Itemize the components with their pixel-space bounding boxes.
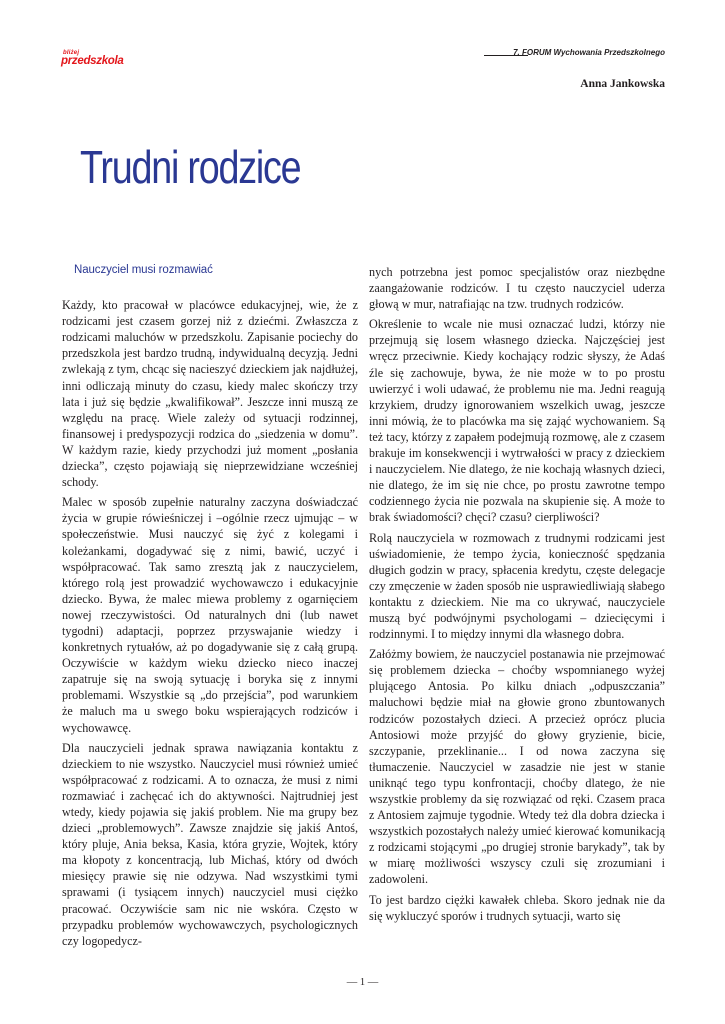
publication-logo <box>61 50 124 68</box>
paragraph: Rolą nauczyciela w rozmowach z trudnymi rodzicami jest uświadomienie, że tempo życia, konieczność spędzania długich godzin w pracy, spłacenia kredytu, częste delegacje czy zmęczenie w żaden sposób nie usprawiedliwiają słabego kontaktu z dzieckiem. Nie ma co ukrywać, nauczyciele muszą być podwójnymi psychologami – dziecięcymi i rodzinnymi. I to między innymi dla własnego dobra. <box>369 530 665 642</box>
paragraph: To jest bardzo ciężki kawałek chleba. Skoro jednak nie da się wykluczyć sporów i trudnych sytuacji, warto się <box>369 892 665 923</box>
paragraph: nych potrzebna jest pomoc specjalistów oraz niezbędne zaangażowanie rodziców. I tu często nauczyciel uderza głową w mur, natrafiając na tzw. trudnych rodziców. <box>369 265 665 312</box>
forum-header: 7. FORUM Wychowania Przedszkolnego <box>513 48 665 57</box>
left-column <box>62 262 358 953</box>
logo-small-text: bliżej <box>63 50 80 56</box>
article-title: Trudni rodzice <box>80 141 301 193</box>
page-number: — 1 — <box>346 977 379 988</box>
paragraph: Dla nauczycieli jednak sprawa nawiązania kontaktu z dzieckiem to nie wszystko. Nauczyciel musi również umieć współpracować z rodzicami. A to oznacza, że musi z nimi rozmawiać i zachęcać ich do aktywności. Najtrudniej jest wtedy, kiedy pojawia się jakiś problem. Nie ma grupy bez dzieci „problemowych”. Zawsze znajdzie się jakiś Antoś, który pluje, Ania beksa, Kasia, która gryzie, Wojtek, który ma kłopoty z koncentracją, lub Michaś, który od dwóch miesięcy prawie się nie odzywa. Nad wszystkimi tymi sprawami (i tysiącem innych) nauczyciel musi ciężko pracować. Oczywiście sam nic nie wskóra. Często w przypadku problemów wychowawczych, psychologicznych czy logopedycz- <box>62 740 358 948</box>
paragraph: Każdy, kto pracował w placówce edukacyjnej, wie, że z rodzicami jest czasem gorzej niż z dziećmi. Zwłaszcza z rodzicami maluchów w przedszkolu. Zapisanie pociechy do przedszkola jest bardzo trudną, indywidualną decyzją. Jedni zwlekają z tym, chcąc się nacieszyć dzieckiem jak najdłużej, inni odliczają minuty do czasu, kiedy malec skończy trzy lata i już się będzie „kwalifikował”. Jeszcze inni muszą ze względu na pracę. Wiele zależy od sytuacji rodzinnej, finansowej i predyspozycji rodzica do „siedzenia w domu”. W każdym razie, kiedy przychodzi już moment „posłania dziecka”, często pojawiają się nieprzewidziane wcześniej schody. <box>62 298 358 490</box>
right-column <box>369 264 665 928</box>
paragraph: Malec w sposób zupełnie naturalny zaczyna doświadczać życia w grupie rówieśniczej i –ogólnie rzecz ujmując – w społeczeństwie. Musi nauczyć się żyć z kolegami i koleżankami, dogadywać się z nimi, bawić, uczyć i współpracować. Tak samo zresztą jak z nauczycielem, którego rolą jest prowadzić wychowawczo i edukacyjnie dziecko. Bywa, że malec miewa problemy z ogarnięciem nowej rzeczywistości. Od naturalnych dni (lub nawet tygodni) adaptacji, poprzez przyswajanie wiedzy i konkretnych rytuałów, aż po dogadywanie się z całą grupą. Oczywiście w każdym wieku dziecko nieco inaczej zapatruje się na swoją sytuację i boryka się z innymi problemami. Wszystkie są „do przejścia”, pod warunkiem że maluch ma u swego boku wspierających rodziców i wychowawcę. <box>62 495 358 735</box>
paragraph: Załóżmy bowiem, że nauczyciel postanawia nie przejmować się problemem dziecka – choćby wspomnianego wyżej plującego Antosia. Po kilku dniach „odpuszczania” maluchowi będzie miał na głowie grono zbuntowanych rodziców pozostałych dzieci. A przecież oprócz plucia Antosiowi może przyjść do głowy gryzienie, bicie, szczypanie, przeklinanie... I od nowa zaczyna się tłumaczenie. Nauczyciel w zasadzie nie jest w stanie uniknąć tego typu konfrontacji, choćby dlatego, że nie wszystkie problemy da się rozwiązać od ręki. Czasem praca z Antosiem zajmuje tygodnie. Wtedy też dla dobra dziecka i wszystkich pozostałych należy umieć kierować komunikacją z rodzicami stojącymi „po drugiej stronie barykady”, tak by w miarę możliwości wszyscy czuli się zrozumiani i zadowoleni. <box>369 647 665 887</box>
author-name: Anna Jankowska <box>580 78 665 90</box>
paragraph: Określenie to wcale nie musi oznaczać ludzi, którzy nie przejmują się losem własnego dziecka. Najczęściej jest wręcz przeciwnie. Kiedy kochający rodzic słyszy, że Adaś źle się zachowuje, bywa, że nie może w to po prostu uwierzyć i woli udawać, że problemu nie ma. Jedni reagują krzykiem, drudzy ignorowaniem wszelkich uwag, jeszcze inni mówią, że to placówka ma się zająć wychowaniem. Są też tacy, którzy z zapałem podejmują rozmowę, ale z czasem brakuje im konsekwencji i wytrwałości w pracy z dzieckiem i nauczycielem. Nie dlatego, że nie kochają własnych dzieci, nie dlatego, że im się nie chce, po prostu zawrotne tempo codziennego życia nie pozwala na skupienie się. A może to brak świadomości? chęci? czasu? cierpliwości? <box>369 317 665 525</box>
logo-main-text: przedszkola <box>61 55 124 67</box>
section-subheading: Nauczyciel musi rozmawiać <box>74 264 213 276</box>
